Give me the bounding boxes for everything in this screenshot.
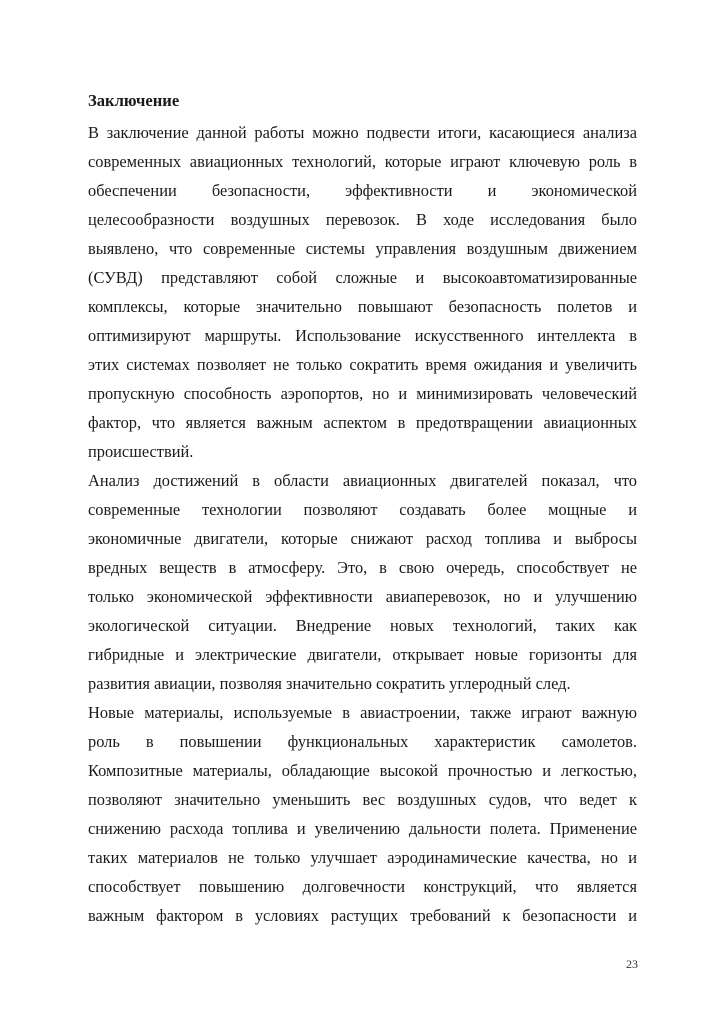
text-line: обеспечении безопасности, эффективности и экономической xyxy=(88,181,637,200)
text-line: таких материалов не только улучшает аэродинамические качества, но и xyxy=(88,848,637,867)
text-line: роль в повышении функциональных характеристик самолетов. xyxy=(88,732,637,751)
paragraph-3 xyxy=(88,698,637,930)
text-line: современных авиационных технологий, которые играют ключевую роль в xyxy=(88,152,637,171)
text-line: развития авиации, позволяя значительно сократить углеродный след. xyxy=(88,674,571,693)
text-line: целесообразности воздушных перевозок. В ходе исследования было xyxy=(88,210,637,229)
text-line: важным фактором в условиях растущих требований к безопасности и xyxy=(88,906,637,925)
page-number: 23 xyxy=(626,957,638,971)
text-line: гибридные и электрические двигатели, открывает новые горизонты для xyxy=(88,645,637,664)
text-line: В заключение данной работы можно подвести итоги, касающиеся анализа xyxy=(88,123,637,142)
text-line: (СУВД) представляют собой сложные и высокоавтоматизированные xyxy=(88,268,637,287)
text-line: фактор, что является важным аспектом в предотвращении авиационных xyxy=(88,413,637,432)
text-line: комплексы, которые значительно повышают безопасность полетов и xyxy=(88,297,637,316)
text-line: Композитные материалы, обладающие высокой прочностью и легкостью, xyxy=(88,761,637,780)
text-line: происшествий. xyxy=(88,442,194,461)
paragraph-2 xyxy=(88,466,637,698)
text-line: вредных веществ в атмосферу. Это, в свою очередь, способствует не xyxy=(88,558,637,577)
text-line: Анализ достижений в области авиационных двигателей показал, что xyxy=(88,471,637,490)
text-line: современные технологии позволяют создавать более мощные и xyxy=(88,500,637,519)
text-line: этих системах позволяет не только сократить время ожидания и увеличить xyxy=(88,355,637,374)
paragraph-1 xyxy=(88,118,637,466)
text-line: Новые материалы, используемые в авиастроении, также играют важную xyxy=(88,703,637,722)
text-line: оптимизируют маршруты. Использование искусственного интеллекта в xyxy=(88,326,637,345)
text-line: экономичные двигатели, которые снижают расход топлива и выбросы xyxy=(88,529,637,548)
text-line: позволяют значительно уменьшить вес воздушных судов, что ведет к xyxy=(88,790,637,809)
text-line: экологической ситуации. Внедрение новых технологий, таких как xyxy=(88,616,637,635)
text-line: пропускную способность аэропортов, но и минимизировать человеческий xyxy=(88,384,637,403)
text-line: способствует повышению долговечности конструкций, что является xyxy=(88,877,637,896)
text-line: снижению расхода топлива и увеличению дальности полета. Применение xyxy=(88,819,637,838)
page-content xyxy=(88,89,637,930)
section-heading: Заключение xyxy=(88,91,180,110)
text-line: выявлено, что современные системы управления воздушным движением xyxy=(88,239,637,258)
text-line: только экономической эффективности авиаперевозок, но и улучшению xyxy=(88,587,637,606)
